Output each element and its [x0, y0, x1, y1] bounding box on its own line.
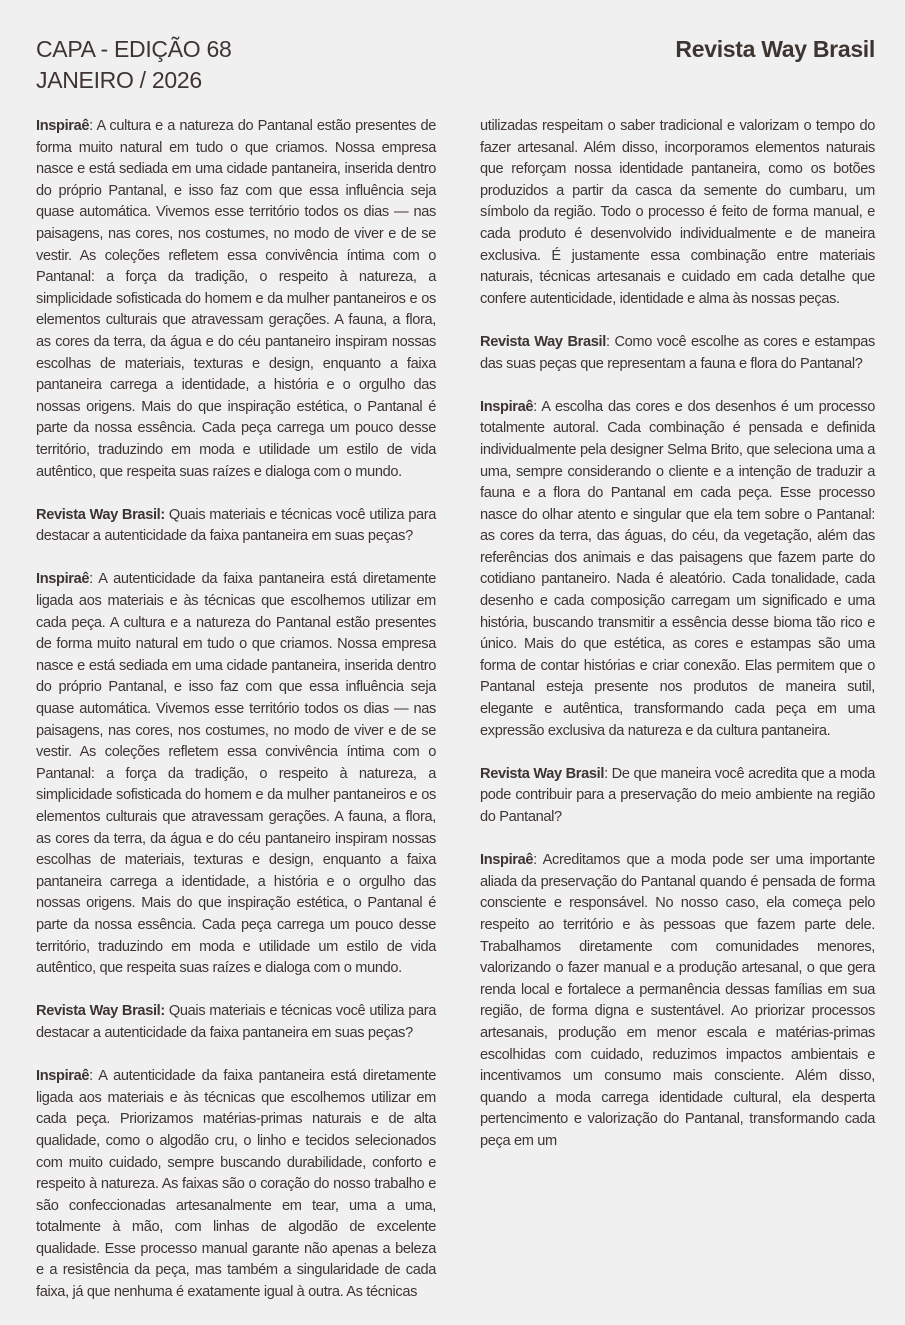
- interview-question: [36, 1001, 436, 1044]
- answer-text: Acreditamos que a moda pode ser uma importante aliada da preservação do Pantanal quando é pensada de forma consciente e responsável. No nosso caso, ela começa pelo respeito ao território e às pessoas que fazem parte dele. Trabalhamos diretamente com comunidades menores, valorizando o fazer manual e a produção artesanal, o que gera renda local e fortalece a permanência dessas famílias em sua região, de forma digna e sustentável. Ao priorizar processos artesanais, produção em menor escala e matérias-primas escolhidas com cuidado, reduzimos impactos ambientais e incentivamos um consumo mais consciente. Além disso, quando a moda carrega identidade cultural, ela desperta pertencimento e valorização do Pantanal, transformando cada peça em um: [480, 852, 875, 1149]
- speaker-name: Revista Way Brasil:: [36, 506, 165, 523]
- edition-info: [36, 34, 231, 96]
- interview-question: [36, 505, 436, 548]
- interview-question: Revista Way Brasil: Como você escolhe as cores e estampas das suas peças que representam a fauna e flora do Pantanal?: [480, 333, 875, 372]
- answer-text: A autenticidade da faixa pantaneira está diretamente ligada aos materiais e às técnicas que escolhemos utilizar em cada peça. Priorizamos matérias-primas naturais e de alta qualidade, como o algodão cru, o linho e tecidos selecionados com muito cuidado, sempre buscando durabilidade, conforto e respeito à natureza. As faixas são o coração do nosso trabalho e são confeccionadas artesanalmente em tear, uma a uma, totalmente à mão, com linhas de algodão de excelente qualidade. Esse processo manual garante não apenas a beleza e a resistência da peça, mas também a singularidade de cada faixa, já que nenhuma é exatamente igual à outra. As técnicas: [36, 1068, 436, 1301]
- speaker-name: Inspiraê: [36, 118, 90, 134]
- edition-date: JANEIRO / 2026: [36, 67, 202, 93]
- answer-text: A autenticidade da faixa pantaneira está diretamente ligada aos materiais e às técnicas que escolhemos utilizar em cada peça. A cultura e a natureza do Pantanal estão presentes de forma muito natural em tudo o que criamos. Nossa empresa nasce e está sediada em uma cidade pantaneira, inserida dentro do próprio Pantanal, e isso faz com que essa influência seja quase automática. Vivemos esse território todos os dias — nas paisagens, nas cores, nos costumes, no modo de viver e de se vestir. As coleções refletem essa convivência íntima com o Pantanal: a força da tradição, o respeito à natureza, a simplicidade sofisticada do homem e da mulher pantaneiros e os elementos culturais que atravessam gerações. A fauna, a flora, as cores da terra, da água e do céu pantaneiro inspiram nossas escolhas de materiais, texturas e design, enquanto a faixa pantaneira carrega a identidade, a história e o orgulho das nossas origens. Mais do que inspiração estética, o Pantanal é parte da nossa essência. Cada peça carrega um pouco desse território, traduzindo em moda e utilidade um estilo de vida autêntico, que respeita suas raízes e dialoga com o mundo.: [36, 571, 436, 977]
- speaker-name: Revista Way Brasil: [480, 765, 605, 782]
- speaker-name: Revista Way Brasil: [480, 333, 606, 350]
- answer-text: A cultura e a natureza do Pantanal estão presentes de forma muito natural em tudo o que criamos. Nossa empresa nasce e está sediada em uma cidade pantaneira, inserida dentro do próprio Pantanal, e isso faz com que essa influência seja quase automática. Vivemos esse território todos os dias — nas paisagens, nas cores, nos costumes, no modo de viver e de se vestir. As coleções refletem essa convivência íntima com o Pantanal: a força da tradição, o respeito à natureza, a simplicidade sofisticada do homem e da mulher pantaneiros e os elementos culturais que atravessam gerações. A fauna, a flora, as cores da terra, da água e do céu pantaneiro inspiram nossas escolhas de materiais, texturas e design, enquanto a faixa pantaneira carrega a identidade, a história e o orgulho das nossas origens. Mais do que inspiração estética, o Pantanal é parte da nossa essência. Cada peça carrega um pouco desse território, traduzindo em moda e utilidade um estilo de vida autêntico, que respeita suas raízes e dialoga com o mundo.: [36, 118, 436, 480]
- right-column: [480, 116, 875, 1174]
- question-text: Quais materiais e técnicas você utiliza para destacar a autenticidade da faixa pantaneira em suas peças?: [36, 1003, 436, 1041]
- speaker-name: Inspiraê: [36, 571, 90, 588]
- interview-answer: Inspiraê: A cultura e a natureza do Pantanal estão presentes de forma muito natural em tudo o que criamos. Nossa empresa nasce e está sediada em uma cidade pantaneira, inserida dentro do próprio Pantanal, e isso faz com que essa influência seja quase automática. Vivemos esse território todos os dias — nas paisagens, nas cores, nos costumes, no modo de viver e de se vestir. As coleções refletem essa convivência íntima com o Pantanal: a força da tradição, o respeito à natureza, a simplicidade sofisticada do homem e da mulher pantaneiros e os elementos culturais que atravessam gerações. A fauna, a flora, as cores da terra, da água e do céu pantaneiro inspiram nossas escolhas de materiais, texturas e design, enquanto a faixa pantaneira carrega a identidade, a história e o orgulho das nossas origens. Mais do que inspiração estética, o Pantanal é parte da nossa essência. Cada peça carrega um pouco desse território, traduzindo em moda e utilidade um estilo de vida autêntico, que respeita suas raízes e dialoga com o mundo.: [36, 118, 436, 480]
- answer-text: utilizadas respeitam o saber tradicional e valorizam o tempo do fazer artesanal. Além disso, incorporamos elementos naturais que reforçam nossa identidade pantaneira, como os botões produzidos a partir da casca da semente do cumbaru, um símbolo da região. Todo o processo é feito de forma manual, e cada produto é desenvolvido individualmente e de maneira exclusiva. É justamente essa combinação entre materiais naturais, técnicas artesanais e cuidado em cada detalhe que confere autenticidade, identidade e alma às nossas peças.: [480, 118, 875, 307]
- interview-answer: Inspiraê: A autenticidade da faixa pantaneira está diretamente ligada aos materiais e às técnicas que escolhemos utilizar em cada peça. A cultura e a natureza do Pantanal estão presentes de forma muito natural em tudo o que criamos. Nossa empresa nasce e está sediada em uma cidade pantaneira, inserida dentro do próprio Pantanal, e isso faz com que essa influência seja quase automática. Vivemos esse território todos os dias — nas paisagens, nas cores, nos costumes, no modo de viver e de se vestir. As coleções refletem essa convivência íntima com o Pantanal: a força da tradição, o respeito à natureza, a simplicidade sofisticada do homem e da mulher pantaneiros e os elementos culturais que atravessam gerações. A fauna, a flora, as cores da terra, da água e do céu pantaneiro inspiram nossas escolhas de materiais, texturas e design, enquanto a faixa pantaneira carrega a identidade, a história e o orgulho das nossas origens. Mais do que inspiração estética, o Pantanal é parte da nossa essência. Cada peça carrega um pouco desse território, traduzindo em moda e utilidade um estilo de vida autêntico, que respeita suas raízes e dialoga com o mundo.: [36, 571, 436, 977]
- speaker-name: Revista Way Brasil:: [36, 1003, 165, 1020]
- speaker-name: Inspiraê: [480, 852, 534, 869]
- interview-answer: Inspiraê: A autenticidade da faixa pantaneira está diretamente ligada aos materiais e às técnicas que escolhemos utilizar em cada peça. Priorizamos matérias-primas naturais e de alta qualidade, como o algodão cru, o linho e tecidos selecionados com muito cuidado, sempre buscando durabilidade, conforto e respeito à natureza. As faixas são o coração do nosso trabalho e são confeccionadas artesanalmente em tear, uma a uma, totalmente à mão, com linhas de algodão de excelente qualidade. Esse processo manual garante não apenas a beleza e a resistência da peça, mas também a singularidade de cada faixa, já que nenhuma é exatamente igual à outra. As técnicas: [36, 1068, 436, 1301]
- interview-question: Revista Way Brasil: De que maneira você acredita que a moda pode contribuir para a preservação do meio ambiente na região do Pantanal?: [480, 765, 875, 825]
- question-text: De que maneira você acredita que a moda pode contribuir para a preservação do meio ambiente na região do Pantanal?: [480, 765, 875, 825]
- interview-answer: Inspiraê: A escolha das cores e dos desenhos é um processo totalmente autoral. Cada combinação é pensada e definida individualmente pela designer Selma Brito, que seleciona uma a uma, sempre considerando o cliente e a intenção de traduzir a fauna e a flora do Pantanal em cada peça. Esse processo nasce do olhar atento e singular que ela tem sobre o Pantanal: as cores da terra, das águas, do céu, da vegetação, além das referências dos animais e das paisagens que fazem parte do cotidiano pantaneiro. Nada é aleatório. Cada tonalidade, cada desenho e cada composição carregam um significado e uma história, buscando transmitir a essência desse bioma tão rico e único. Mais do que estética, as cores e estampas são uma forma de contar histórias e criar conexão. Elas permitem que o Pantanal esteja presente nos produtos de maneira sutil, elegante e autêntica, transformando cada peça em uma expressão exclusiva da natureza e da cultura pantaneira.: [480, 398, 875, 739]
- question-text: Quais materiais e técnicas você utiliza para destacar a autenticidade da faixa pantaneira em suas peças?: [36, 506, 436, 545]
- speaker-name: Inspiraê: [36, 1068, 90, 1085]
- question-text: Como você escolhe as cores e estampas das suas peças que representam a fauna e flora do Pantanal?: [480, 333, 875, 372]
- page-header: [36, 34, 875, 100]
- left-column: [36, 116, 436, 1325]
- interview-answer: Inspiraê: Acreditamos que a moda pode ser uma importante aliada da preservação do Pantanal quando é pensada de forma consciente e responsável. No nosso caso, ela começa pelo respeito ao território e às pessoas que fazem parte dele. Trabalhamos diretamente com comunidades menores, valorizando o fazer manual e a produção artesanal, o que gera renda local e fortalece a permanência dessas famílias em sua região, de forma digna e sustentável. Ao priorizar processos artesanais, produção em menor escala e matérias-primas escolhidas com cuidado, reduzimos impactos ambientais e incentivamos um consumo mais consciente. Além disso, quando a moda carrega identidade cultural, ela desperta pertencimento e valorização do Pantanal, transformando cada peça em um: [480, 852, 875, 1149]
- magazine-title: Revista Way Brasil: [675, 36, 875, 62]
- edition-label: CAPA - EDIÇÃO 68: [36, 36, 232, 62]
- answer-text: A escolha das cores e dos desenhos é um processo totalmente autoral. Cada combinação é pensada e definida individualmente pela designer Selma Brito, que seleciona uma a uma, sempre considerando o cliente e a intenção de traduzir a fauna e a flora do Pantanal em cada peça. Esse processo nasce do olhar atento e singular que ela tem sobre o Pantanal: as cores da terra, das águas, do céu, da vegetação, além das referências dos animais e das paisagens que fazem parte do cotidiano pantaneiro. Nada é aleatório. Cada tonalidade, cada desenho e cada composição carregam um significado e uma história, buscando transmitir a essência desse bioma tão rico e único. Mais do que estética, as cores e estampas são uma forma de contar histórias e criar conexão. Elas permitem que o Pantanal esteja presente nos produtos de maneira sutil, elegante e autêntica, transformando cada peça em uma expressão exclusiva da natureza e da cultura pantaneira.: [480, 398, 875, 739]
- answer-continuation: [480, 116, 875, 310]
- speaker-name: Inspiraê: [480, 398, 534, 415]
